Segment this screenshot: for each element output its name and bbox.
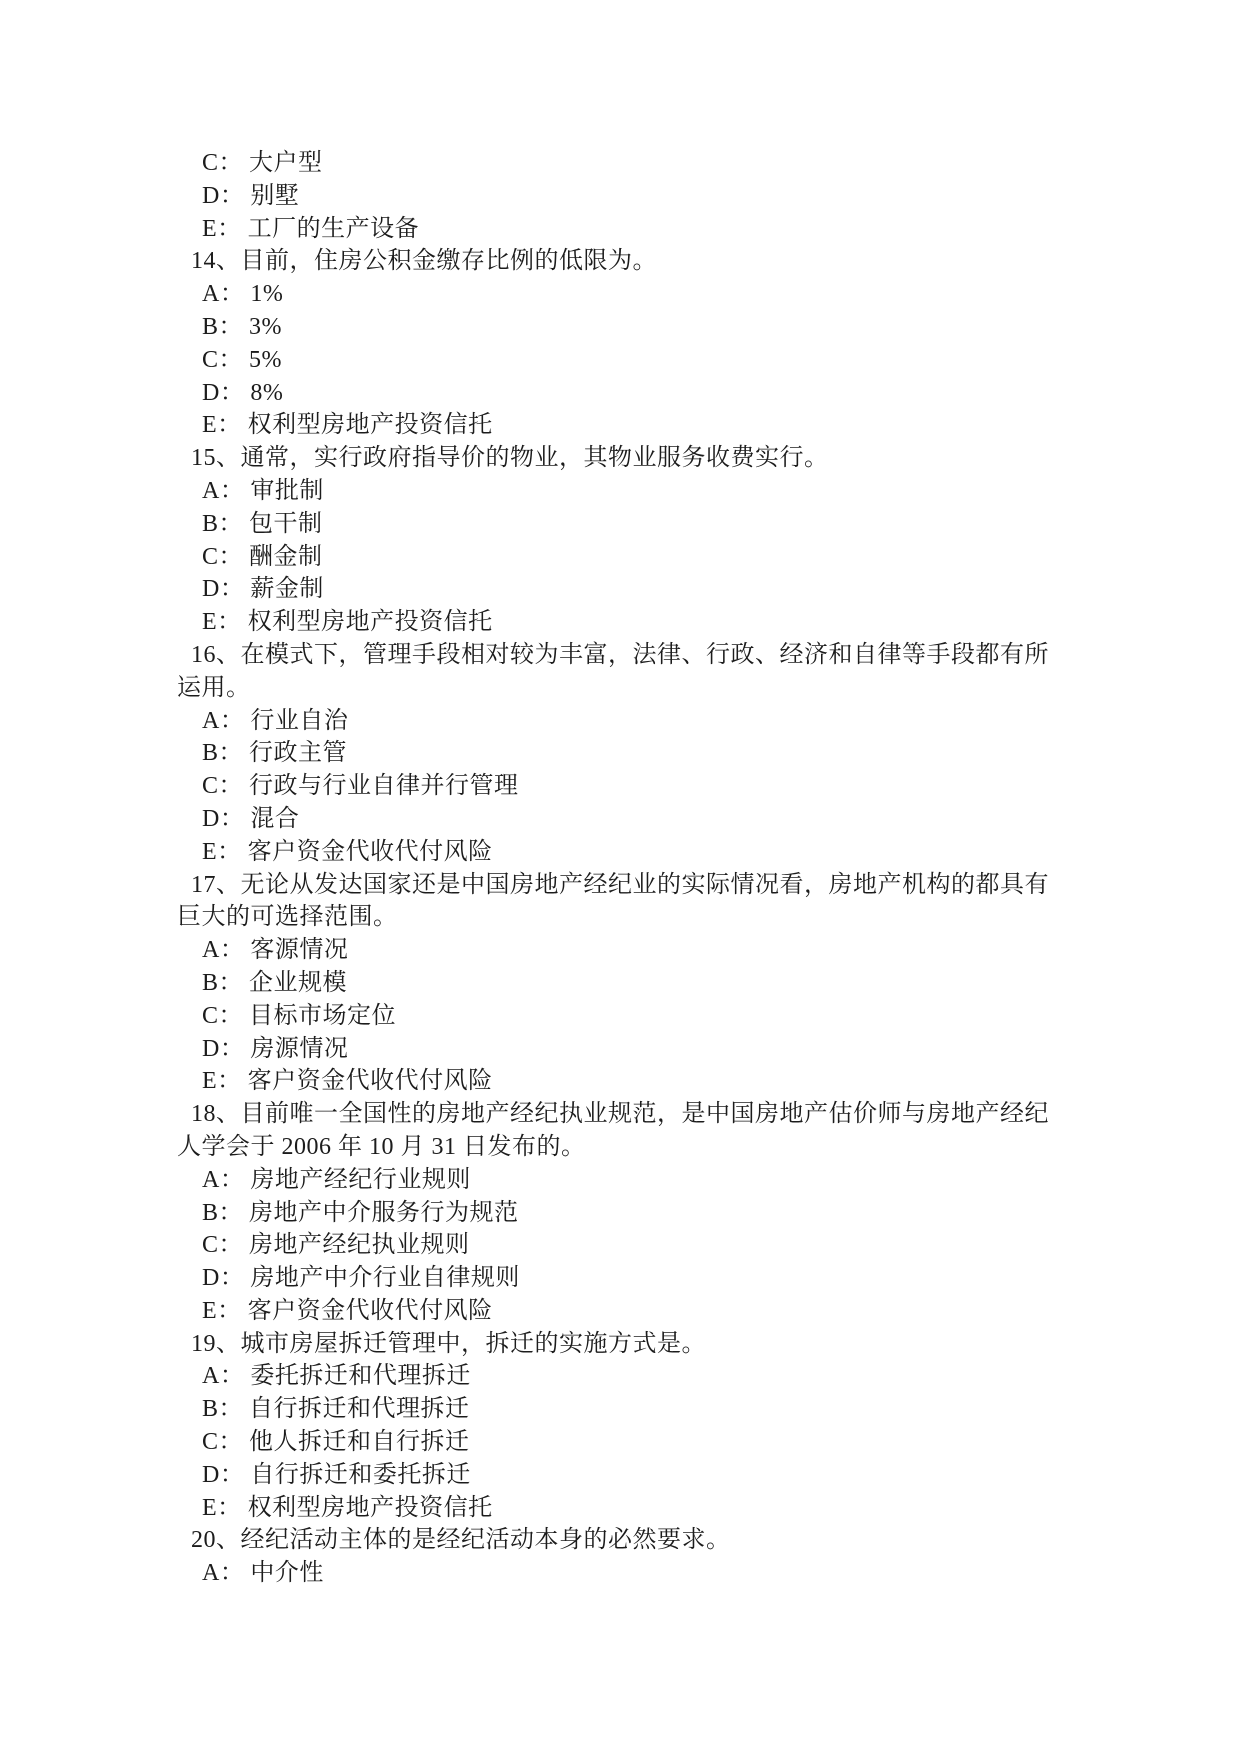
option-label: E：	[202, 1494, 242, 1521]
option-text: 行业自治	[250, 707, 349, 734]
option-text: 中介性	[250, 1560, 324, 1587]
option-label: D：	[202, 1461, 245, 1488]
option-label: B：	[202, 1199, 244, 1226]
option-label: E：	[202, 215, 242, 242]
option-text: 权利型房地产投资信托	[247, 1494, 493, 1521]
option-label: E：	[202, 609, 242, 636]
option-text: 房源情况	[250, 1035, 349, 1062]
option-label: A：	[202, 937, 245, 964]
question-line	[177, 1328, 1240, 1361]
option-row	[202, 737, 1240, 770]
option-label: A：	[202, 281, 245, 308]
option-row	[202, 344, 1240, 377]
option-text: 客源情况	[250, 937, 349, 964]
option-text: 企业规模	[249, 969, 348, 996]
option-row	[202, 803, 1240, 836]
option-text: 大户型	[249, 150, 323, 176]
option-label: A：	[202, 1560, 245, 1587]
question-line	[177, 245, 1240, 278]
option-text: 房地产中介服务行为规范	[249, 1199, 519, 1226]
option-row	[202, 934, 1240, 967]
option-text: 行政与行业自律并行管理	[249, 773, 519, 800]
option-text: 3%	[249, 313, 283, 340]
question-number: 20、	[191, 1527, 241, 1554]
option-label: C：	[202, 1429, 244, 1456]
option-row	[202, 409, 1240, 442]
option-text: 酬金制	[249, 543, 323, 570]
option-text: 8%	[250, 379, 284, 406]
option-label: A：	[202, 1363, 245, 1390]
option-label: C：	[202, 1002, 244, 1029]
option-label: A：	[202, 1166, 245, 1193]
option-label: D：	[202, 805, 245, 832]
option-label: A：	[202, 477, 245, 504]
option-row	[202, 1360, 1240, 1393]
option-row	[202, 770, 1240, 803]
option-label: C：	[202, 773, 244, 800]
question-line	[177, 1098, 1240, 1131]
option-label: B：	[202, 1396, 244, 1423]
option-text: 5%	[249, 346, 283, 373]
question-number: 18、	[191, 1101, 241, 1128]
option-label: D：	[202, 1035, 245, 1062]
option-row	[202, 1229, 1240, 1262]
option-row	[202, 606, 1240, 639]
option-row	[202, 541, 1240, 574]
option-label: D：	[202, 182, 245, 209]
question-text: 通常，实行政府指导价的物业，其物业服务收费实行。	[240, 445, 829, 472]
question-list	[0, 147, 1240, 1590]
option-row	[202, 573, 1240, 606]
option-text: 客户资金代收代付风险	[247, 1068, 493, 1095]
option-row	[202, 705, 1240, 738]
option-text: 客户资金代收代付风险	[247, 838, 493, 865]
option-text: 目标市场定位	[249, 1002, 397, 1029]
option-label: E：	[202, 1068, 242, 1095]
option-text: 房地产经纪执业规则	[249, 1232, 470, 1259]
option-text: 薪金制	[250, 576, 324, 603]
option-text: 权利型房地产投资信托	[247, 412, 493, 439]
option-row	[202, 1393, 1240, 1426]
question-number: 14、	[191, 248, 241, 275]
option-row	[202, 1065, 1240, 1098]
option-row	[202, 508, 1240, 541]
option-text: 审批制	[250, 477, 324, 504]
option-row	[202, 1164, 1240, 1197]
option-row	[202, 1000, 1240, 1033]
option-row	[202, 1426, 1240, 1459]
question-text: 城市房屋拆迁管理中，拆迁的实施方式是。	[240, 1330, 706, 1357]
option-text: 别墅	[250, 182, 300, 209]
option-text: 自行拆迁和代理拆迁	[249, 1396, 470, 1423]
question-line	[177, 442, 1240, 475]
question-number: 19、	[191, 1330, 241, 1357]
option-row	[202, 311, 1240, 344]
option-text: 工厂的生产设备	[247, 215, 420, 242]
option-row	[202, 180, 1240, 213]
question-continuation-line: 巨大的可选择范围。	[177, 904, 398, 931]
option-row	[202, 1295, 1240, 1328]
option-label: C：	[202, 543, 244, 570]
option-text: 1%	[250, 281, 284, 308]
option-text: 委托拆迁和代理拆迁	[250, 1363, 471, 1390]
option-label: B：	[202, 313, 244, 340]
question-text: 经纪活动主体的是经纪活动本身的必然要求。	[240, 1527, 731, 1554]
option-label: E：	[202, 838, 242, 865]
option-label: B：	[202, 740, 244, 767]
question-line	[177, 1524, 1240, 1557]
option-row	[202, 1459, 1240, 1492]
question-line	[177, 869, 1240, 902]
option-row	[202, 1033, 1240, 1066]
option-row	[202, 1262, 1240, 1295]
option-label: E：	[202, 412, 242, 439]
option-label: C：	[202, 346, 244, 373]
option-text: 房地产经纪行业规则	[250, 1166, 471, 1193]
option-label: E：	[202, 1297, 242, 1324]
question-number: 15、	[191, 445, 241, 472]
option-label: B：	[202, 510, 244, 537]
option-label: D：	[202, 1265, 245, 1292]
question-continuation-line: 运用。	[177, 674, 251, 701]
option-label: C：	[202, 150, 244, 176]
option-label: A：	[202, 707, 245, 734]
question-text: 目前，住房公积金缴存比例的低限为。	[240, 248, 657, 275]
option-text: 他人拆迁和自行拆迁	[249, 1429, 470, 1456]
question-line	[177, 639, 1240, 672]
question-number: 16、	[191, 641, 241, 668]
option-text: 自行拆迁和委托拆迁	[250, 1461, 471, 1488]
option-row	[202, 278, 1240, 311]
option-row	[202, 967, 1240, 1000]
option-row	[202, 377, 1240, 410]
option-row	[202, 1492, 1240, 1525]
option-label: B：	[202, 969, 244, 996]
question-text: 在模式下，管理手段相对较为丰富，法律、行政、经济和自律等手段都有所	[240, 641, 1049, 668]
option-row	[202, 1557, 1240, 1590]
option-label: D：	[202, 576, 245, 603]
question-continuation-line: 人学会于 2006 年 10 月 31 日发布的。	[177, 1133, 586, 1160]
option-text: 包干制	[249, 510, 323, 537]
option-text: 混合	[250, 805, 300, 832]
option-row	[202, 147, 1240, 180]
option-row	[202, 213, 1240, 246]
option-text: 权利型房地产投资信托	[247, 609, 493, 636]
question-number: 17、	[191, 871, 241, 898]
question-text: 目前唯一全国性的房地产经纪执业规范，是中国房地产估价师与房地产经纪	[240, 1101, 1049, 1128]
question-text: 无论从发达国家还是中国房地产经纪业的实际情况看，房地产机构的都具有	[240, 871, 1049, 898]
option-text: 房地产中介行业自律规则	[250, 1265, 520, 1292]
option-text: 客户资金代收代付风险	[247, 1297, 493, 1324]
option-label: D：	[202, 379, 245, 406]
option-row	[202, 1197, 1240, 1230]
option-text: 行政主管	[249, 740, 348, 767]
option-label: C：	[202, 1232, 244, 1259]
option-row	[202, 836, 1240, 869]
option-row	[202, 475, 1240, 508]
